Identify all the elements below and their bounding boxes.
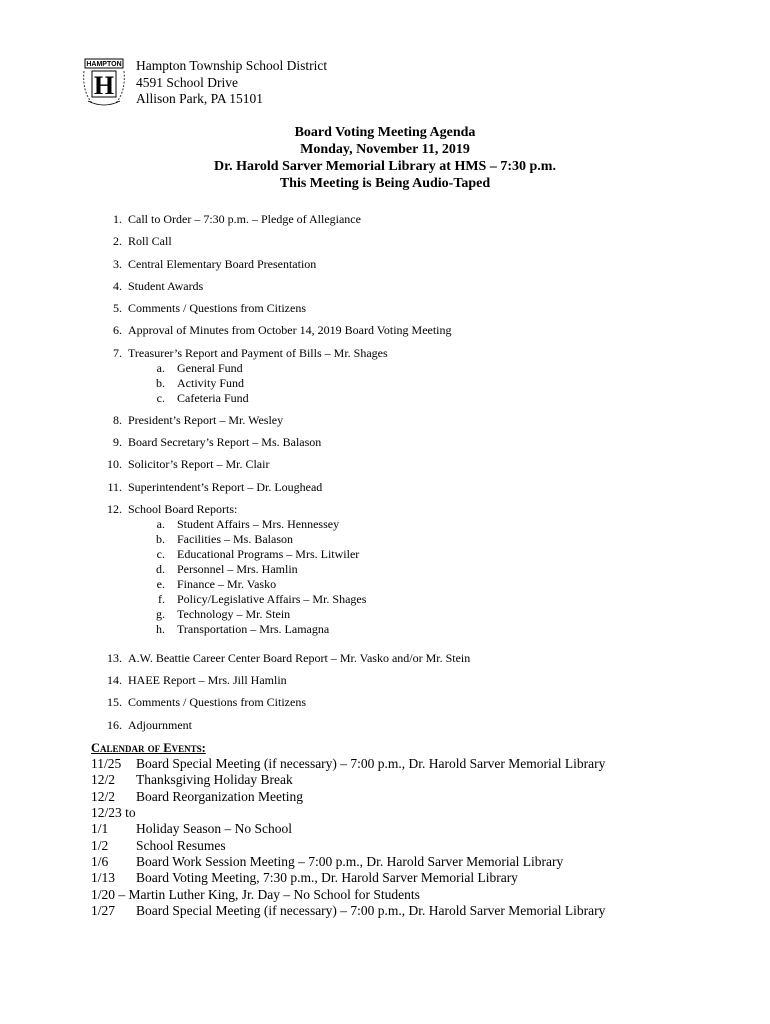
title-line-4: This Meeting is Being Audio-Taped [279, 176, 491, 191]
logo-letter: H [93, 71, 115, 100]
logo-text: HAMPTON [86, 61, 122, 69]
school-logo-icon [78, 57, 130, 109]
calendar-event: 11/25 Board Special Meeting (if necessary) – 7:00 p.m., Dr. Harold Sarver Memorial Library [91, 756, 606, 771]
title-line-1: Board Voting Meeting Agenda [294, 125, 476, 140]
calendar-event: 1/20 – Martin Luther King, Jr. Day – No School for Students [91, 887, 420, 902]
calendar-heading: Calendar of Events: [91, 741, 206, 755]
calendar-event: 1/6 Board Work Session Meeting – 7:00 p.m., Dr. Harold Sarver Memorial Library [91, 854, 564, 869]
calendar-event: 12/2 Thanksgiving Holiday Break [91, 772, 293, 787]
calendar-event: 1/1 Holiday Season – No School [91, 821, 292, 836]
calendar-event: 12/2 Board Reorganization Meeting [91, 789, 303, 804]
address-street: 4591 School Drive [136, 74, 238, 90]
district-name: Hampton Township School District [136, 58, 328, 73]
agenda-title [0, 124, 770, 192]
district-address [136, 58, 327, 108]
calendar-event: 12/23 to [91, 805, 136, 820]
agenda-page: HAMPTON H Hampton Township School District 4591 School Drive Allison Park, PA 15101 Board Voting Meeting Agenda Monday, November 11, 2019 Dr. Harold Sarver Memorial Library at HMS – 7:30 p.m. This Meeting is Being Audio-Taped 1. Call to Order – 7:30 p.m. – Pledge of Allegiance 2. Roll Call 3. Central Elementary Board Presentation 4. Student Awards 5. Comments / Questions from Citizens 6. Approval of Minutes from October 14, 2019 Board Voting Meeting 7. Treasurer’s Report and Payment of Bills – Mr. Shages a. General Fund b. Activity Fund c. Cafeteria Fund 8. President’s Report – Mr. Wesley 9. Board Secretary’s Report – Ms. Balason 10. Solicitor’s Report – Mr. Clair 11. Superintendent’s Report – Dr. Loughead 12. School Board Reports: a. Student Affairs – Mrs. Hennessey b. Facilities – Ms. Balason c. Educational Programs – Mrs. Litwiler d. Personnel – Mrs. Hamlin e. Finance – Mr. Vasko f. Policy/Legislative Affairs – Mr. Shages g. Technology – Mr. Stein h. Transportation – Mrs. Lamagna 13. A.W. Beattie Career Center Board Report – Mr. Vasko and/or Mr. Stein 14. HAEE Report – Mrs. Jill Hamlin 15. Comments / Questions from Citizens 16. Adjournment Calendar of Events: 11/25 Board Special Meeting (if necessary) – 7:00 p.m., Dr. Harold Sarver Memorial Library 12/2 Thanksgiving Holiday Break 12/2 Board Reorganization Meeting 12/23 to 1/1 Holiday Season – No School 1/2 School Resumes 1/6 Board Work Session Meeting – 7:00 p.m., Dr. Harold Sarver Memorial Library 1/13 Board Voting Meeting, 7:30 p.m., Dr. Harold Sarver Memorial Library 1/20 – Martin Luther King, Jr. Day – No School for Students 1/27 Board Special Meeting (if necessary) – 7:00 p.m., Dr. Harold Sarver Memorial Library [0, 0, 770, 1024]
calendar-event: 1/13 Board Voting Meeting, 7:30 p.m., Dr. Harold Sarver Memorial Library [91, 870, 518, 885]
calendar-event: 1/2 School Resumes [91, 838, 226, 853]
address-city: Allison Park, PA 15101 [136, 91, 264, 106]
title-line-3: Dr. Harold Sarver Memorial Library at HMS – 7:30 p.m. [214, 159, 556, 174]
calendar-event: 1/27 Board Special Meeting (if necessary) – 7:00 p.m., Dr. Harold Sarver Memorial Library [91, 903, 606, 918]
title-line-2: Monday, November 11, 2019 [300, 142, 470, 157]
